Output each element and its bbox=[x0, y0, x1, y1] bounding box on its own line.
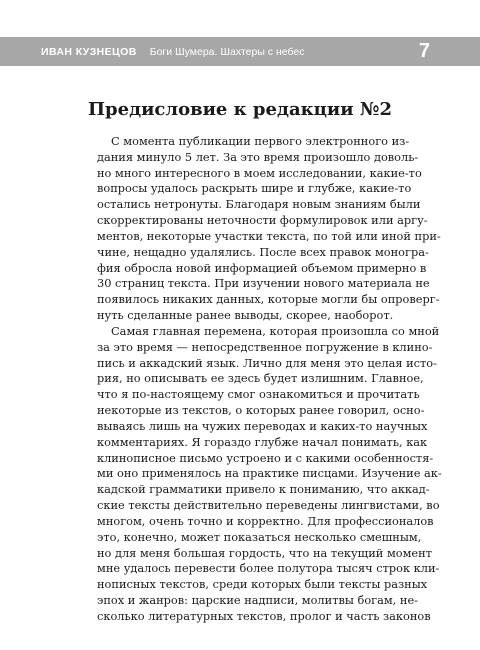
text-line: остались нетронуты. Благодаря новым знаниям были bbox=[97, 197, 421, 212]
running-head bbox=[0, 37, 480, 66]
text-line: клинописное письмо устроено и с какими особенностя- bbox=[97, 450, 434, 465]
text-line: появилось никаких данных, которые могли бы опроверг- bbox=[97, 292, 440, 307]
text-line: вываясь лишь на чужих переводах и каких-то научных bbox=[97, 418, 428, 433]
text-line: что я по-настоящему смог ознакомиться и прочитать bbox=[97, 387, 420, 402]
author-name: ИВАН КУЗНЕЦОВ bbox=[41, 45, 137, 58]
chapter-title: Предисловие к редакции №2 bbox=[88, 99, 392, 120]
page-number: 7 bbox=[418, 40, 430, 62]
text-line: ментов, некоторые участки текста, по той или иной при- bbox=[97, 228, 441, 243]
book-title: Боги Шумера. Шахтеры с небес bbox=[149, 45, 305, 58]
text-line: ские тексты действительно переведены лингвистами, во bbox=[97, 498, 440, 513]
text-line: скорректированы неточности формулировок или аргу- bbox=[97, 213, 428, 228]
body-text bbox=[97, 134, 442, 625]
text-line: мне удалось перевести более полутора тысяч строк кли- bbox=[97, 561, 440, 576]
text-line: чине, нещадно удалялись. После всех правок моногра- bbox=[97, 244, 429, 259]
text-line: сколько литературных текстов, пролог и часть законов bbox=[97, 608, 431, 623]
text-line: дания минуло 5 лет. За это время произошло доволь- bbox=[97, 149, 419, 164]
text-line: эпох и жанров: царские надписи, молитвы богам, не- bbox=[97, 593, 418, 608]
text-line: Самая главная перемена, которая произошла со мной bbox=[111, 323, 440, 338]
text-line: многом, очень точно и корректно. Для профессионалов bbox=[97, 513, 434, 528]
text-line: ми оно применялось на практике писцами. Изучение ак- bbox=[97, 466, 442, 481]
text-line: вопросы удалось раскрыть шире и глубже, какие-то bbox=[97, 181, 412, 196]
text-line: но для меня большая гордость, что на текущий момент bbox=[97, 545, 432, 560]
text-line: кадской грамматики привело к пониманию, что аккад- bbox=[97, 482, 430, 497]
text-line: за это время — непосредственное погружение в клино- bbox=[97, 339, 433, 354]
text-line: пись и аккадский язык. Лично для меня это целая исто- bbox=[97, 355, 437, 370]
text-line: С момента публикации первого электронного из- bbox=[111, 134, 410, 148]
text-line: нописных текстов, среди которых были тексты разных bbox=[97, 577, 428, 592]
text-line: некоторые из текстов, о которых ранее говорил, осно- bbox=[97, 403, 425, 418]
text-line: 30 страниц текста. При изучении нового материала не bbox=[97, 276, 430, 291]
text-line: но много интересного в моем исследовании, какие-то bbox=[97, 165, 422, 180]
text-line: комментариях. Я гораздо глубже начал понимать, как bbox=[97, 434, 428, 449]
text-line: рия, но описывать ее здесь будет излишним. Главное, bbox=[97, 371, 424, 386]
text-line: это, конечно, может показаться несколько смешным, bbox=[97, 529, 422, 544]
text-line: фия обросла новой информацией объемом примерно в bbox=[97, 260, 427, 275]
text-line: нуть сделанные ранее выводы, скорее, наоборот. bbox=[97, 308, 394, 323]
